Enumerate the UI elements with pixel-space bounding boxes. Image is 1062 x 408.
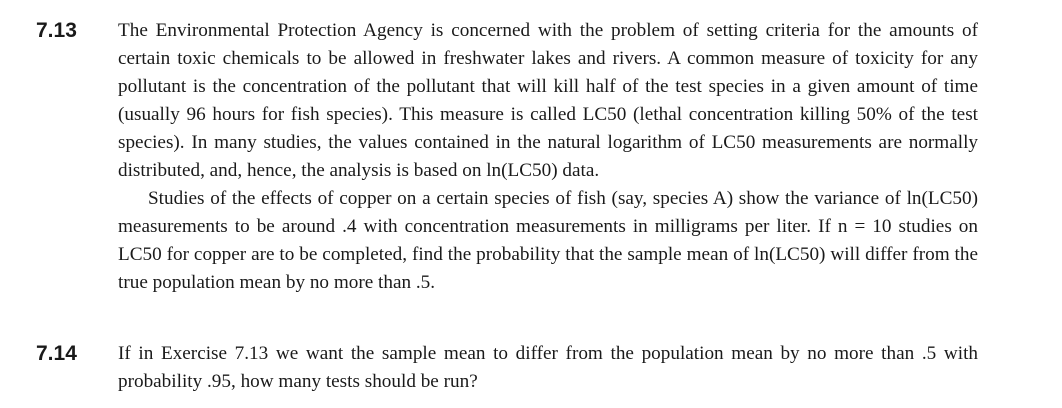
exercise-paragraph: If in Exercise 7.13 we want the sample mean to differ from the population mean by no more than .5 with probability .95, how many tests should be run? [118, 343, 978, 392]
exercise-number: 7.13 [36, 19, 77, 42]
exercise-number: 7.14 [36, 342, 77, 365]
exercise-body [118, 340, 978, 396]
exercise-paragraph: The Environmental Protection Agency is concerned with the problem of setting criteria for the amounts of certain toxic chemicals to be allowed in freshwater lakes and rivers. A common measure of toxicity for any pollutant is the concentration of the pollutant that will kill half of the test species in a given amount of time (usually 96 hours for fish species). This measure is called LC50 (lethal concentration killing 50% of the test species). In many studies, the values contained in the natural logarithm of LC50 measurements are normally distributed, and, hence, the analysis is based on ln(LC50) data. [118, 20, 978, 181]
exercise-body [118, 17, 978, 297]
exercise-paragraph: Studies of the effects of copper on a certain species of fish (say, species A) show the variance of ln(LC50) measurements to be around .4 with concentration measurements in milligrams per liter. If n = 10 studies on LC50 for copper are to be completed, find the probability that the sample mean of ln(LC50) will differ from the true population mean by no more than .5. [118, 188, 978, 293]
